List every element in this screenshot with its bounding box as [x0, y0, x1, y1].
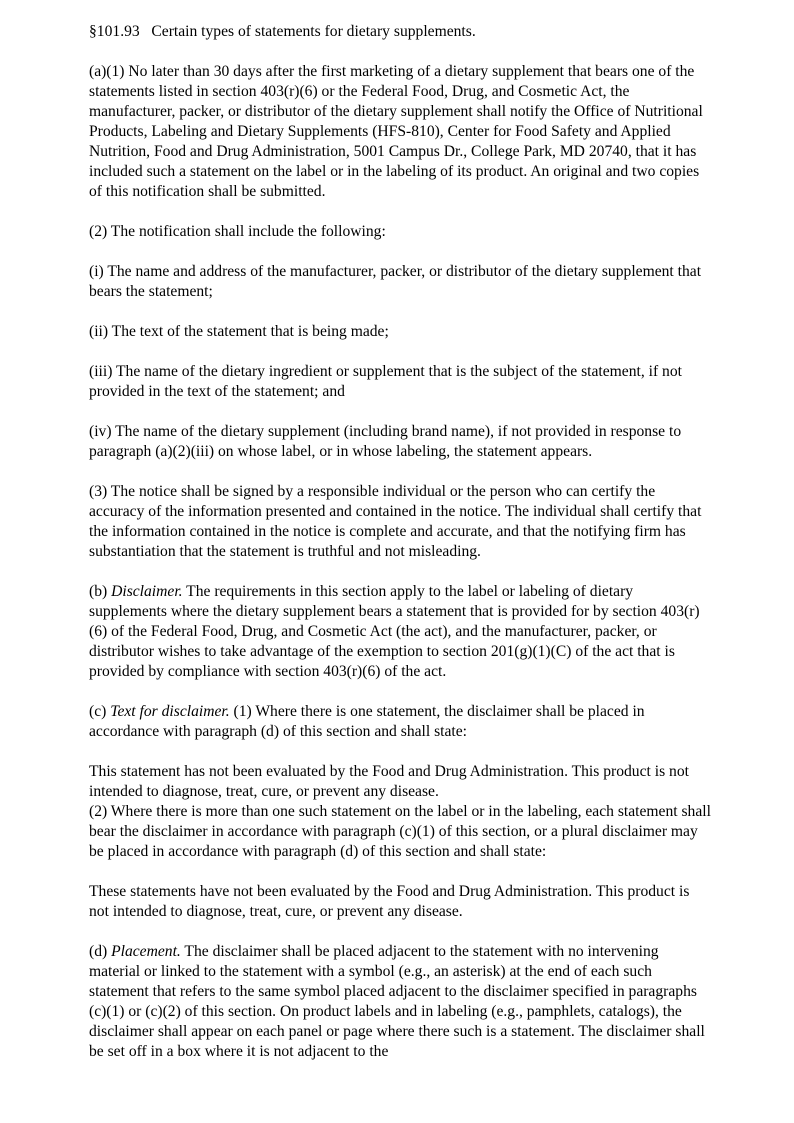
paragraph-c-prefix: (c)	[89, 703, 111, 720]
paragraph-c-heading: Text for disclaimer.	[110, 703, 230, 720]
paragraph-d-prefix: (d)	[89, 943, 112, 960]
disclaimer-single: This statement has not been evaluated by the Food and Drug Administration. This product is not intended to diagnose, treat, cure, or prevent any disease.	[89, 763, 689, 800]
paragraph-d-text: The disclaimer shall be placed adjacent to the statement with no intervening material or linked to the statement with a symbol (e.g., an asterisk) at the end of each such statement that refers to the same symbol placed adjacent to the disclaimer specified in paragraphs (c)(1) or (c)(2) of this section. On product labels and in labeling (e.g., pamphlets, catalogs), the disclaimer shall appear on each panel or page where there such is a statement. The disclaimer shall be set off in a box where it is not adjacent to the	[89, 943, 705, 1060]
disclaimer-plural: These statements have not been evaluated by the Food and Drug Administration. This product is not intended to diagnose, treat, cure, or prevent any disease.	[89, 883, 690, 920]
paragraph-c-text: (1) Where there is one statement, the disclaimer shall be placed in accordance with paragraph (d) of this section and shall state:	[89, 703, 645, 740]
paragraph-d	[89, 942, 711, 1062]
paragraph-b	[89, 582, 711, 682]
paragraph-a2-ii: (ii) The text of the statement that is being made;	[89, 323, 389, 340]
paragraph-b-prefix: (b)	[89, 583, 112, 600]
paragraph-a2: (2) The notification shall include the following:	[89, 223, 386, 240]
paragraph-a2-iv: (iv) The name of the dietary supplement (including brand name), if not provided in response to paragraph (a)(2)(iii) on whose label, or in whose labeling, the statement appears.	[89, 423, 682, 460]
paragraph-d-heading: Placement.	[111, 943, 181, 960]
paragraph-a2-iii: (iii) The name of the dietary ingredient or supplement that is the subject of the statement, if not provided in the text of the statement; and	[89, 363, 682, 400]
paragraph-c	[89, 702, 711, 742]
section-title: §101.93 Certain types of statements for dietary supplements.	[89, 23, 476, 40]
paragraph-a1: (a)(1) No later than 30 days after the first marketing of a dietary supplement that bears one of the statements listed in section 403(r)(6) or the Federal Food, Drug, and Cosmetic Act, the manufacturer, packer, or distributor of the dietary supplement shall notify the Office of Nutritional Products, Labeling and Dietary Supplements (HFS-810), Center for Food Safety and Applied Nutrition, Food and Drug Administration, 5001 Campus Dr., College Park, MD 20740, that it has included such a statement on the label or in the labeling of its product. An original and two copies of this notification shall be submitted.	[89, 63, 703, 200]
paragraph-b-heading: Disclaimer.	[111, 583, 183, 600]
paragraph-a2-i: (i) The name and address of the manufacturer, packer, or distributor of the dietary supplement that bears the statement;	[89, 263, 702, 300]
paragraph-c2: (2) Where there is more than one such statement on the label or in the labeling, each statement shall bear the disclaimer in accordance with paragraph (c)(1) of this section, or a plural disclaimer may be placed in accordance with paragraph (d) of this section and shall state:	[89, 803, 711, 860]
paragraph-a3: (3) The notice shall be signed by a responsible individual or the person who can certify the accuracy of the information presented and contained in the notice. The individual shall certify that the information contained in the notice is complete and accurate, and that the notifying firm has substantiation that the statement is truthful and not misleading.	[89, 483, 702, 560]
document-page	[89, 22, 711, 1082]
paragraph-b-text: The requirements in this section apply to the label or labeling of dietary supplements where the dietary supplement bears a statement that is provided for by section 403(r)(6) of the Federal Food, Drug, and Cosmetic Act (the act), and the manufacturer, packer, or distributor wishes to take advantage of the exemption to section 201(g)(1)(C) of the act that is provided by compliance with section 403(r)(6) of the act.	[89, 583, 700, 680]
